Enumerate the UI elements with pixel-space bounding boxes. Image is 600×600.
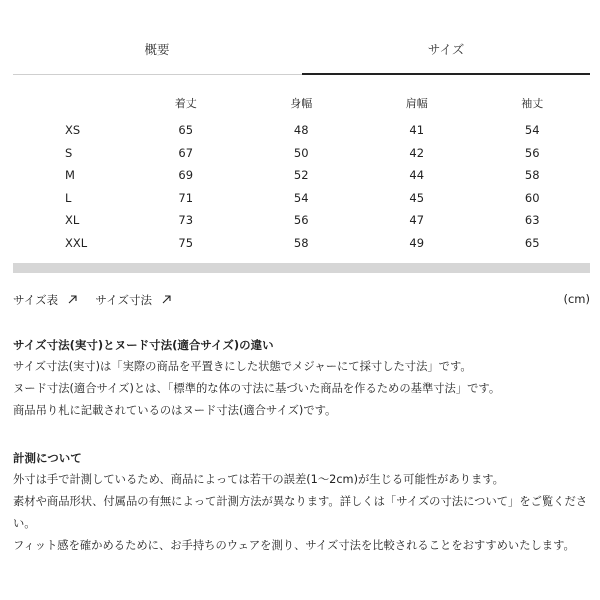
table-cell: 45 [409,190,425,205]
table-row [13,187,590,210]
size-difference-section [13,334,591,422]
table-cell: 48 [293,123,309,138]
table-cell: 44 [409,168,425,183]
table-cell: 41 [409,123,425,138]
section-heading: 計測について [13,451,82,465]
size-label: XL [65,213,80,228]
horizontal-scrollbar[interactable] [13,263,590,273]
paragraph-line: ヌード寸法(適合サイズ)とは、「標準的な体の寸法に基づいた商品を作るための基準寸法」です。 [13,382,501,395]
paragraph-line: フィット感を確かめるために、お手持ちのウェアを測り、サイズ寸法を比較されることをおすすめいたします。 [13,539,575,552]
table-cell: 65 [178,123,194,138]
tab-overview[interactable]: 概要 [144,42,170,57]
size-label: S [65,145,73,160]
table-cell: 52 [293,168,309,183]
tab-size[interactable]: サイズ [302,30,590,74]
size-label: M [65,168,75,183]
table-row [13,119,590,142]
header-shoulder-width: 肩幅 [405,96,428,110]
size-label: L [65,190,72,205]
paragraph-line: 素材や商品形状、付属品の有無によって計測方法が異なります。詳しくは「サイズの寸法について」をご覧ください。 [13,495,588,530]
external-arrow-icon [161,294,172,305]
table-cell: 65 [524,235,540,250]
table-cell: 54 [524,123,540,138]
table-row [13,142,590,165]
table-cell: 49 [409,235,425,250]
table-cell: 67 [178,145,194,160]
table-cell: 60 [524,190,540,205]
header-empty [13,86,128,119]
table-cell: 47 [409,213,425,228]
size-label: XS [65,123,81,138]
table-cell: 42 [409,145,425,160]
table-cell: 56 [524,145,540,160]
external-arrow-icon [67,294,78,305]
table-cell: 69 [178,168,194,183]
size-chart-link[interactable] [13,292,78,308]
table-cell: 71 [178,190,194,205]
header-sleeve-length: 袖丈 [521,96,544,110]
header-length: 着丈 [174,96,197,110]
unit-label: (cm) [563,292,590,306]
size-chart-link-label: サイズ表 [13,293,59,307]
size-table [13,86,590,254]
table-cell: 58 [524,168,540,183]
table-cell: 73 [178,213,194,228]
size-links [13,292,186,308]
header-chest-width: 身幅 [290,96,313,110]
size-label: XXL [65,235,88,250]
table-cell: 63 [524,213,540,228]
table-cell: 75 [178,235,194,250]
paragraph-line: 商品吊り札に記載されているのはヌード寸法(適合サイズ)です。 [13,404,337,417]
paragraph-line: サイズ寸法(実寸)は「実際の商品を平置きにした状態でメジャーにて採寸した寸法」です。 [13,360,472,373]
table-row [13,164,590,187]
paragraph-line: 外寸は手で計測しているため、商品によっては若干の誤差(1〜2cm)が生じる可能性があります。 [13,473,504,486]
section-heading: サイズ寸法(実寸)とヌード寸法(適合サイズ)の違い [13,338,274,352]
table-header-row [13,86,590,119]
measurement-section [13,447,591,557]
size-measure-link[interactable] [95,292,171,308]
table-row [13,232,590,255]
size-measure-link-label: サイズ寸法 [95,293,152,307]
tab-bar [13,30,590,75]
table-cell: 50 [293,145,309,160]
table-cell: 54 [293,190,309,205]
table-cell: 58 [293,235,309,250]
table-cell: 56 [293,213,309,228]
table-row [13,209,590,232]
